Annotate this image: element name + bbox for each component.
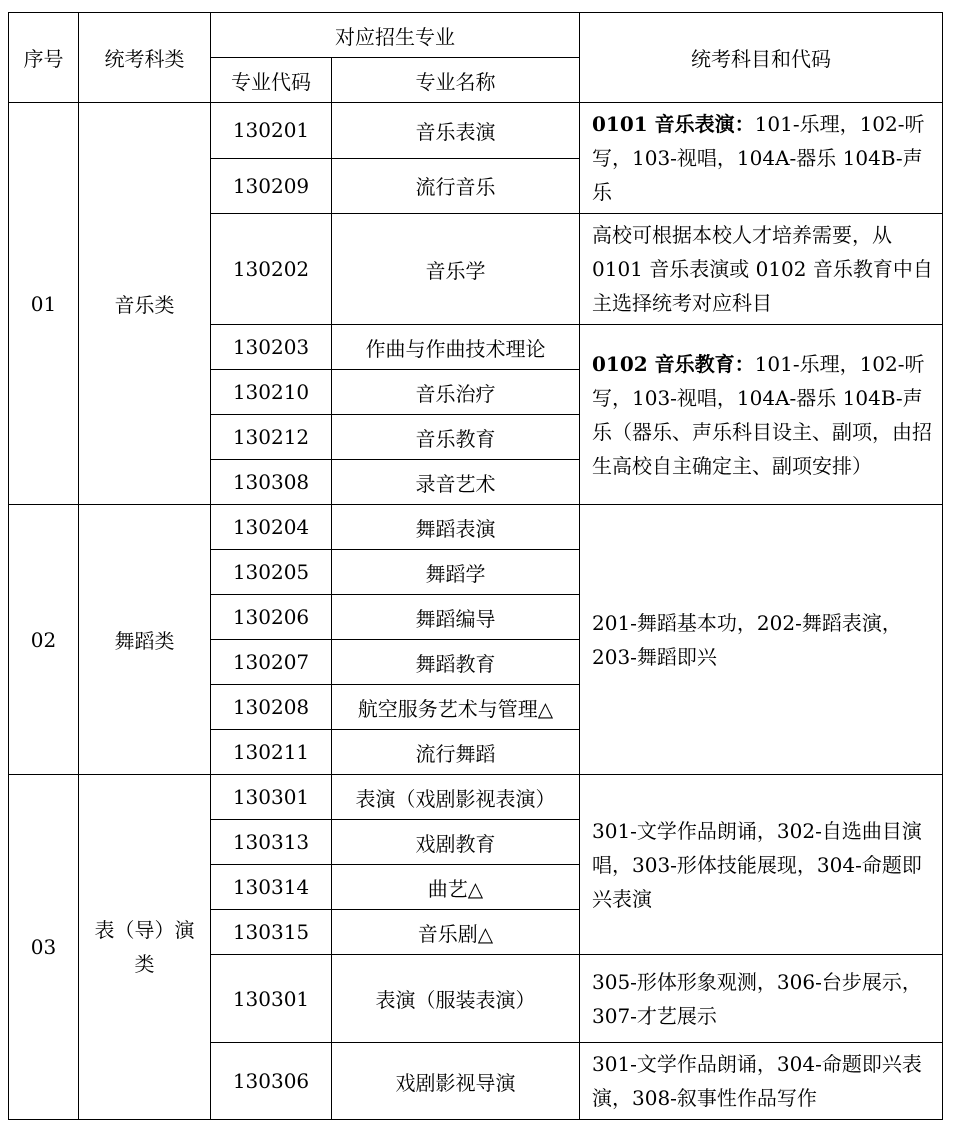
subjects-text: 101-乐理，102-听写，103-视唱，104A-器乐 104B-声乐 [592, 112, 925, 204]
major-name: 戏剧影视导演 [332, 1043, 580, 1120]
subjects-text: 301-文学作品朗诵，302-自选曲目演唱，303-形体技能展现，304-命题即兴表演 [592, 818, 922, 911]
subjects-heading: 0102 音乐教育： [592, 351, 755, 376]
subjects-heading: 0101 音乐表演： [592, 112, 755, 136]
group-seq: 03 [9, 775, 79, 1120]
major-name: 流行音乐 [332, 158, 580, 214]
header-code: 专业代码 [211, 58, 332, 103]
major-name: 舞蹈学 [332, 550, 580, 595]
major-code: 130205 [211, 550, 332, 595]
subjects-cell [580, 1043, 943, 1120]
major-name: 音乐治疗 [332, 370, 580, 415]
major-name: 舞蹈表演 [332, 505, 580, 550]
subjects-cell [580, 505, 943, 775]
subjects-text: 101-乐理，102-听写，103-视唱，104A-器乐 104B-声乐（器乐、声乐科目设主、副项，由招生高校自主确定主、副项安排） [592, 351, 932, 478]
major-name: 音乐教育 [332, 415, 580, 460]
major-code: 130306 [211, 1043, 332, 1120]
major-name: 作曲与作曲技术理论 [332, 325, 580, 370]
major-code: 130308 [211, 460, 332, 505]
subjects-text: 305-形体形象观测，306-台步展示，307-才艺展示 [592, 969, 922, 1028]
subjects-cell [580, 325, 943, 505]
major-code: 130208 [211, 685, 332, 730]
subjects-cell [580, 775, 943, 955]
major-code: 130212 [211, 415, 332, 460]
major-name: 表演（服装表演） [332, 955, 580, 1043]
table-row [9, 775, 943, 820]
table-row [9, 103, 943, 159]
group-category: 音乐类 [79, 103, 211, 505]
major-name: 音乐表演 [332, 103, 580, 159]
group-category: 舞蹈类 [79, 505, 211, 775]
header-subjects: 统考科目和代码 [580, 13, 943, 103]
header-name: 专业名称 [332, 58, 580, 103]
major-code: 130210 [211, 370, 332, 415]
major-code: 130202 [211, 214, 332, 325]
major-name: 舞蹈编导 [332, 595, 580, 640]
major-code: 130315 [211, 910, 332, 955]
major-name: 录音艺术 [332, 460, 580, 505]
header-major-group: 对应招生专业 [211, 13, 580, 58]
subjects-cell [580, 103, 943, 214]
major-code: 130313 [211, 820, 332, 865]
group-category: 表（导）演类 [79, 775, 211, 1120]
major-code: 130201 [211, 103, 332, 159]
major-code: 130301 [211, 955, 332, 1043]
subjects-text: 高校可根据本校人才培养需要，从 0101 音乐表演或 0102 音乐教育中自主选择统考对应科目 [592, 223, 933, 315]
major-name: 音乐学 [332, 214, 580, 325]
major-code: 130203 [211, 325, 332, 370]
major-name: 戏剧教育 [332, 820, 580, 865]
major-code: 130209 [211, 158, 332, 214]
major-name: 流行舞蹈 [332, 730, 580, 775]
subjects-cell [580, 214, 943, 325]
major-name: 表演（戏剧影视表演） [332, 775, 580, 820]
admissions-table [8, 12, 943, 1120]
group-seq: 01 [9, 103, 79, 505]
group-seq: 02 [9, 505, 79, 775]
major-code: 130211 [211, 730, 332, 775]
table-row [9, 505, 943, 550]
header-seq: 序号 [9, 13, 79, 103]
major-name: 音乐剧△ [332, 910, 580, 955]
subjects-text: 201-舞蹈基本功，202-舞蹈表演，203-舞蹈即兴 [592, 610, 902, 669]
subjects-cell [580, 955, 943, 1043]
major-name: 舞蹈教育 [332, 640, 580, 685]
major-code: 130207 [211, 640, 332, 685]
major-code: 130206 [211, 595, 332, 640]
header-category: 统考科类 [79, 13, 211, 103]
major-name: 航空服务艺术与管理△ [332, 685, 580, 730]
subjects-text: 301-文学作品朗诵，304-命题即兴表演，308-叙事性作品写作 [592, 1052, 922, 1110]
major-code: 130204 [211, 505, 332, 550]
major-code: 130301 [211, 775, 332, 820]
major-code: 130314 [211, 865, 332, 910]
major-name: 曲艺△ [332, 865, 580, 910]
